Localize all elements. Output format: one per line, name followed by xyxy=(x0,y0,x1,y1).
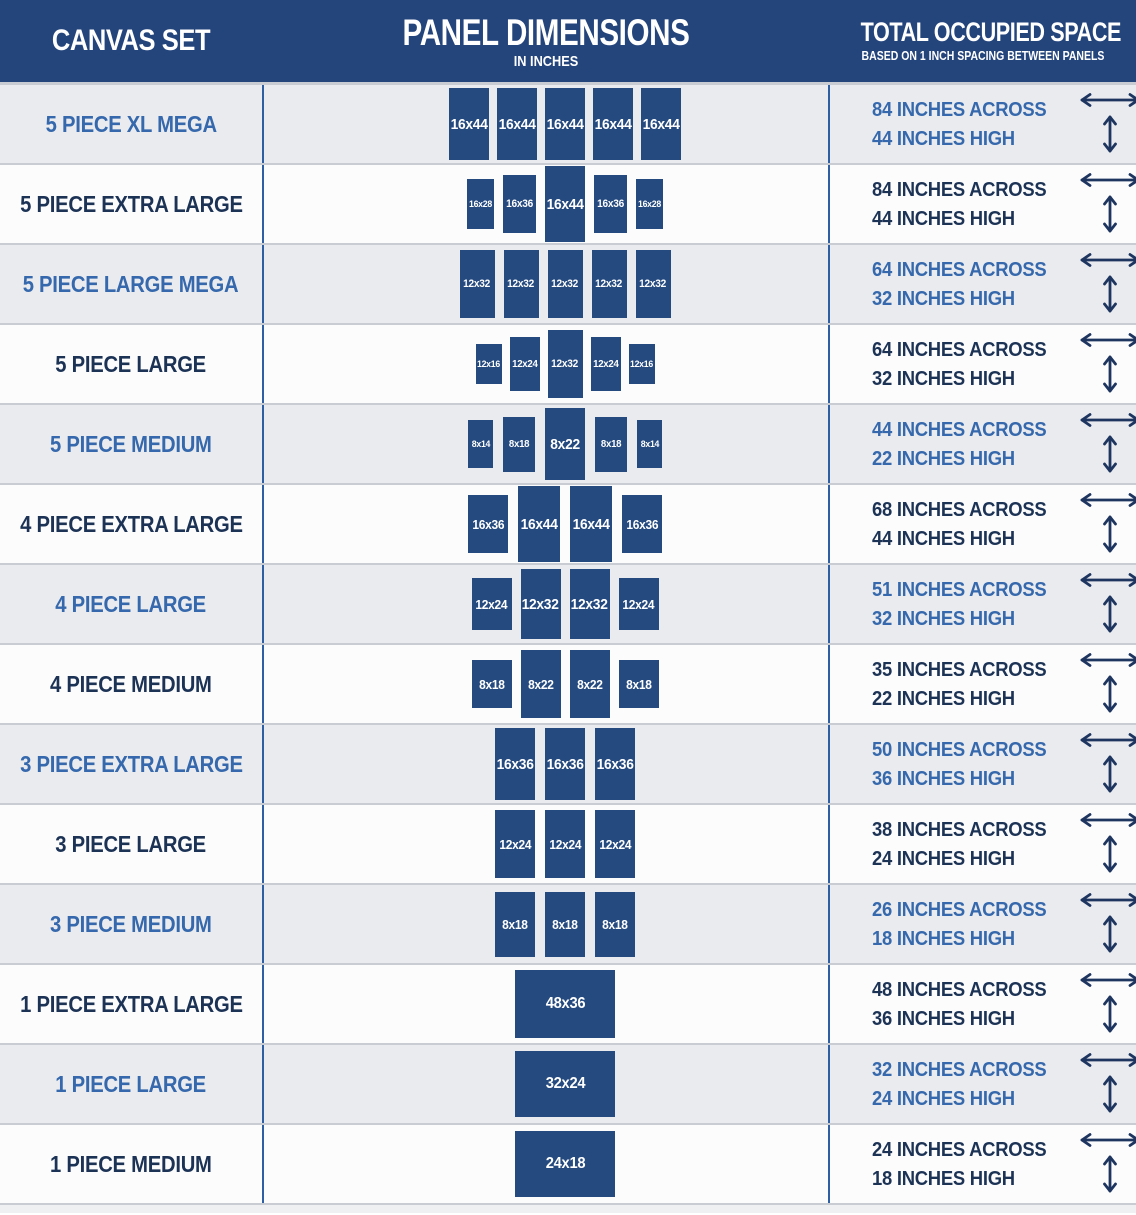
total-occupied-space-cell xyxy=(830,325,1136,403)
canvas-set-name: 4 PIECE EXTRA LARGE xyxy=(19,510,243,537)
canvas-panel xyxy=(591,337,621,391)
inches-high-value: 24 INCHES HIGH xyxy=(872,846,1015,870)
inches-high-value: 24 INCHES HIGH xyxy=(872,1086,1015,1110)
canvas-panel xyxy=(515,1051,615,1117)
canvas-panel xyxy=(548,330,583,398)
panel-size-label: 16x36 xyxy=(472,516,504,532)
panel-size-label: 12x32 xyxy=(551,278,579,290)
canvas-panel xyxy=(619,578,659,630)
vertical-double-arrow-icon xyxy=(1103,1073,1117,1115)
vertical-double-arrow-icon xyxy=(1103,753,1117,795)
canvas-panel xyxy=(595,892,635,957)
table-row xyxy=(0,723,1136,803)
inches-high-value: 32 INCHES HIGH xyxy=(872,606,1015,630)
panel-dimensions-cell xyxy=(262,1045,830,1123)
table-row xyxy=(0,883,1136,963)
canvas-panel xyxy=(548,250,583,318)
canvas-set-name: 3 PIECE EXTRA LARGE xyxy=(19,750,243,777)
horizontal-double-arrow-icon xyxy=(1078,573,1136,587)
inches-across-value: 35 INCHES ACROSS xyxy=(872,657,1047,681)
total-occupied-space-cell xyxy=(830,885,1136,963)
canvas-panel xyxy=(570,650,610,718)
panel-dimensions-cell xyxy=(262,325,830,403)
panel-size-label: 12x24 xyxy=(511,358,538,370)
vertical-double-arrow-icon xyxy=(1103,1153,1117,1195)
canvas-panel xyxy=(472,578,512,630)
panel-size-label: 16x44 xyxy=(642,115,680,133)
canvas-panel xyxy=(636,179,663,229)
horizontal-double-arrow-icon xyxy=(1078,1053,1136,1067)
horizontal-double-arrow-icon xyxy=(1078,253,1136,267)
panel-size-label: 16x36 xyxy=(496,755,534,773)
panel-size-label: 12x32 xyxy=(570,595,609,613)
canvas-panel xyxy=(449,88,489,160)
canvas-panel xyxy=(595,810,635,878)
table-row xyxy=(0,1043,1136,1123)
panel-size-label: 16x28 xyxy=(469,198,492,210)
canvas-panel xyxy=(570,486,612,562)
canvas-set-name: 3 PIECE MEDIUM xyxy=(50,910,212,937)
inches-across-value: 51 INCHES ACROSS xyxy=(872,577,1047,601)
horizontal-double-arrow-icon xyxy=(1078,813,1136,827)
inches-across-value: 64 INCHES ACROSS xyxy=(872,337,1047,361)
panel-size-label: 12x32 xyxy=(595,278,623,290)
panel-size-label: 8x18 xyxy=(478,676,505,692)
table-row xyxy=(0,963,1136,1043)
vertical-double-arrow-icon xyxy=(1103,513,1117,555)
table-row xyxy=(0,323,1136,403)
canvas-panel xyxy=(476,344,502,384)
horizontal-double-arrow-icon xyxy=(1078,93,1136,107)
canvas-panel xyxy=(593,88,633,160)
canvas-set-name: 3 PIECE LARGE xyxy=(55,830,207,857)
canvas-panel xyxy=(460,250,495,318)
total-occupied-space-cell xyxy=(830,405,1136,483)
vertical-double-arrow-icon xyxy=(1103,433,1117,475)
panel-size-label: 16x36 xyxy=(506,198,533,210)
vertical-double-arrow-icon xyxy=(1103,273,1117,315)
panel-size-label: 16x36 xyxy=(626,516,658,532)
canvas-panel xyxy=(495,810,535,878)
inches-across-value: 68 INCHES ACROSS xyxy=(872,497,1047,521)
panel-dimensions-cell xyxy=(262,725,830,803)
panel-size-label: 8x22 xyxy=(550,435,580,453)
canvas-panel xyxy=(592,250,627,318)
horizontal-double-arrow-icon xyxy=(1078,413,1136,427)
canvas-panel xyxy=(545,88,585,160)
panel-size-label: 16x44 xyxy=(546,195,584,213)
table-row xyxy=(0,163,1136,243)
panel-size-label: 32x24 xyxy=(545,1075,585,1092)
panel-size-label: 12x24 xyxy=(475,596,508,612)
horizontal-double-arrow-icon xyxy=(1078,893,1136,907)
panel-size-label: 8x18 xyxy=(508,438,530,450)
header-total-occupied-space-title: TOTAL OCCUPIED SPACE xyxy=(860,17,1122,48)
canvas-panel xyxy=(504,250,539,318)
canvas-panel xyxy=(503,417,535,472)
canvas-set-name: 4 PIECE MEDIUM xyxy=(50,670,212,697)
horizontal-double-arrow-icon xyxy=(1078,493,1136,507)
panel-dimensions-cell xyxy=(262,805,830,883)
panel-size-label: 16x28 xyxy=(638,198,661,210)
panel-size-label: 8x14 xyxy=(640,438,659,450)
panel-size-label: 12x16 xyxy=(630,358,653,370)
canvas-set-name: 5 PIECE LARGE xyxy=(55,350,207,377)
table-row xyxy=(0,1123,1136,1203)
panel-size-label: 16x36 xyxy=(596,755,634,773)
panel-size-label: 24x18 xyxy=(545,1155,585,1172)
canvas-panel xyxy=(503,175,536,233)
panel-size-label: 12x16 xyxy=(477,358,500,370)
canvas-set-name: 1 PIECE LARGE xyxy=(55,1070,207,1097)
canvas-set-name: 1 PIECE MEDIUM xyxy=(50,1150,212,1177)
total-occupied-space-cell xyxy=(830,485,1136,563)
canvas-panel xyxy=(518,486,560,562)
table-row xyxy=(0,85,1136,163)
canvas-panel xyxy=(595,417,627,472)
panel-size-label: 8x18 xyxy=(502,916,528,932)
header-panel-dimensions-title: PANEL DIMENSIONS xyxy=(402,11,690,53)
total-occupied-space-cell xyxy=(830,805,1136,883)
inches-across-value: 44 INCHES ACROSS xyxy=(872,417,1047,441)
canvas-panel xyxy=(595,728,635,800)
canvas-set-name: 5 PIECE MEDIUM xyxy=(50,430,212,457)
inches-high-value: 36 INCHES HIGH xyxy=(872,766,1015,790)
canvas-panel xyxy=(467,179,494,229)
cropped-next-row-strip xyxy=(0,1203,1136,1213)
total-occupied-space-cell xyxy=(830,725,1136,803)
panel-size-label: 12x24 xyxy=(499,836,531,852)
inches-high-value: 36 INCHES HIGH xyxy=(872,1006,1015,1030)
inches-high-value: 44 INCHES HIGH xyxy=(872,206,1015,230)
canvas-panel xyxy=(472,660,512,708)
canvas-panel xyxy=(521,569,561,639)
canvas-set-name: 5 PIECE LARGE MEGA xyxy=(23,270,239,297)
panel-size-label: 8x18 xyxy=(600,438,622,450)
table-row xyxy=(0,403,1136,483)
panel-size-label: 12x32 xyxy=(551,358,579,370)
panel-size-label: 16x36 xyxy=(597,198,624,210)
panel-size-label: 12x24 xyxy=(599,836,631,852)
panel-dimensions-cell xyxy=(262,85,830,163)
panel-size-label: 16x44 xyxy=(450,115,488,133)
canvas-panel xyxy=(515,1131,615,1197)
horizontal-double-arrow-icon xyxy=(1078,653,1136,667)
horizontal-double-arrow-icon xyxy=(1078,173,1136,187)
panel-size-label: 16x44 xyxy=(546,115,584,133)
vertical-double-arrow-icon xyxy=(1103,833,1117,875)
panel-size-label: 12x32 xyxy=(463,278,491,290)
inches-high-value: 22 INCHES HIGH xyxy=(872,446,1015,470)
canvas-panel xyxy=(468,495,508,553)
panel-size-label: 16x36 xyxy=(546,755,584,773)
inches-across-value: 50 INCHES ACROSS xyxy=(872,737,1047,761)
panel-size-label: 16x44 xyxy=(498,115,536,133)
panel-size-label: 12x32 xyxy=(521,595,560,613)
total-occupied-space-cell xyxy=(830,565,1136,643)
vertical-double-arrow-icon xyxy=(1103,993,1117,1035)
canvas-panel xyxy=(594,175,627,233)
table-row xyxy=(0,243,1136,323)
table-row xyxy=(0,803,1136,883)
canvas-panel xyxy=(545,408,585,480)
total-occupied-space-cell xyxy=(830,165,1136,243)
canvas-set-name: 5 PIECE XL MEGA xyxy=(45,110,217,137)
inches-across-value: 32 INCHES ACROSS xyxy=(872,1057,1047,1081)
table-row xyxy=(0,643,1136,723)
canvas-set-name: 4 PIECE LARGE xyxy=(55,590,207,617)
canvas-panel xyxy=(619,660,659,708)
inches-across-value: 38 INCHES ACROSS xyxy=(872,817,1047,841)
panel-dimensions-cell xyxy=(262,485,830,563)
canvas-panel xyxy=(641,88,681,160)
canvas-panel xyxy=(495,892,535,957)
canvas-panel xyxy=(636,250,671,318)
inches-across-value: 24 INCHES ACROSS xyxy=(872,1137,1047,1161)
panel-size-label: 8x22 xyxy=(576,676,603,692)
panel-size-label: 12x24 xyxy=(592,358,619,370)
horizontal-double-arrow-icon xyxy=(1078,333,1136,347)
table-row xyxy=(0,563,1136,643)
canvas-panel xyxy=(510,337,540,391)
canvas-panel xyxy=(521,650,561,718)
vertical-double-arrow-icon xyxy=(1103,913,1117,955)
table-row xyxy=(0,483,1136,563)
total-occupied-space-cell xyxy=(830,645,1136,723)
inches-across-value: 64 INCHES ACROSS xyxy=(872,257,1047,281)
header-panel-dimensions-subtitle: IN INCHES xyxy=(513,52,579,70)
panel-dimensions-cell xyxy=(262,405,830,483)
inches-high-value: 32 INCHES HIGH xyxy=(872,366,1015,390)
canvas-panel xyxy=(545,810,585,878)
panel-dimensions-cell xyxy=(262,645,830,723)
panel-size-label: 8x18 xyxy=(625,676,652,692)
canvas-panel xyxy=(637,420,662,468)
inches-high-value: 44 INCHES HIGH xyxy=(872,526,1015,550)
canvas-panel xyxy=(497,88,537,160)
canvas-panel xyxy=(545,166,585,242)
panel-size-label: 12x32 xyxy=(639,278,667,290)
panel-size-label: 8x18 xyxy=(602,916,628,932)
canvas-set-name: 1 PIECE EXTRA LARGE xyxy=(19,990,243,1017)
panel-size-label: 8x18 xyxy=(552,916,578,932)
panel-dimensions-cell xyxy=(262,245,830,323)
inches-high-value: 18 INCHES HIGH xyxy=(872,926,1015,950)
panel-size-label: 16x44 xyxy=(520,515,558,533)
canvas-panel xyxy=(545,728,585,800)
inches-across-value: 48 INCHES ACROSS xyxy=(872,977,1047,1001)
table-header xyxy=(0,0,1136,85)
header-canvas-set-title: CANVAS SET xyxy=(51,24,211,57)
vertical-double-arrow-icon xyxy=(1103,593,1117,635)
inches-across-value: 84 INCHES ACROSS xyxy=(872,177,1047,201)
horizontal-double-arrow-icon xyxy=(1078,733,1136,747)
inches-high-value: 32 INCHES HIGH xyxy=(872,286,1015,310)
vertical-double-arrow-icon xyxy=(1103,193,1117,235)
inches-high-value: 44 INCHES HIGH xyxy=(872,126,1015,150)
inches-high-value: 22 INCHES HIGH xyxy=(872,686,1015,710)
inches-high-value: 18 INCHES HIGH xyxy=(872,1166,1015,1190)
canvas-panel xyxy=(468,420,493,468)
panel-dimensions-cell xyxy=(262,165,830,243)
total-occupied-space-cell xyxy=(830,245,1136,323)
inches-across-value: 26 INCHES ACROSS xyxy=(872,897,1047,921)
canvas-panel xyxy=(622,495,662,553)
canvas-panel xyxy=(629,344,655,384)
panel-size-label: 12x24 xyxy=(622,596,655,612)
canvas-panel xyxy=(515,970,615,1038)
total-occupied-space-cell xyxy=(830,85,1136,163)
vertical-double-arrow-icon xyxy=(1103,353,1117,395)
canvas-panel xyxy=(545,892,585,957)
panel-dimensions-cell xyxy=(262,965,830,1043)
panel-dimensions-cell xyxy=(262,885,830,963)
panel-size-label: 48x36 xyxy=(545,995,585,1012)
horizontal-double-arrow-icon xyxy=(1078,1133,1136,1147)
panel-dimensions-cell xyxy=(262,1125,830,1203)
canvas-panel xyxy=(495,728,535,800)
horizontal-double-arrow-icon xyxy=(1078,973,1136,987)
canvas-panel xyxy=(570,569,610,639)
panel-size-label: 8x14 xyxy=(471,438,490,450)
panel-size-label: 8x22 xyxy=(527,676,554,692)
panel-dimensions-cell xyxy=(262,565,830,643)
vertical-double-arrow-icon xyxy=(1103,673,1117,715)
total-occupied-space-cell xyxy=(830,965,1136,1043)
vertical-double-arrow-icon xyxy=(1103,113,1117,155)
header-total-occupied-space-subtitle: BASED ON 1 INCH SPACING BETWEEN PANELS xyxy=(861,49,1105,64)
panel-size-label: 16x44 xyxy=(594,115,632,133)
inches-across-value: 84 INCHES ACROSS xyxy=(872,97,1047,121)
header-total-occupied-space xyxy=(830,19,1136,63)
canvas-set-name: 5 PIECE EXTRA LARGE xyxy=(19,190,243,217)
table-body xyxy=(0,85,1136,1203)
total-occupied-space-cell xyxy=(830,1125,1136,1203)
panel-size-label: 12x24 xyxy=(549,836,581,852)
panel-size-label: 12x32 xyxy=(507,278,535,290)
panel-size-label: 16x44 xyxy=(572,515,610,533)
header-canvas-set xyxy=(0,26,262,56)
total-occupied-space-cell xyxy=(830,1045,1136,1123)
header-panel-dimensions xyxy=(262,11,830,70)
